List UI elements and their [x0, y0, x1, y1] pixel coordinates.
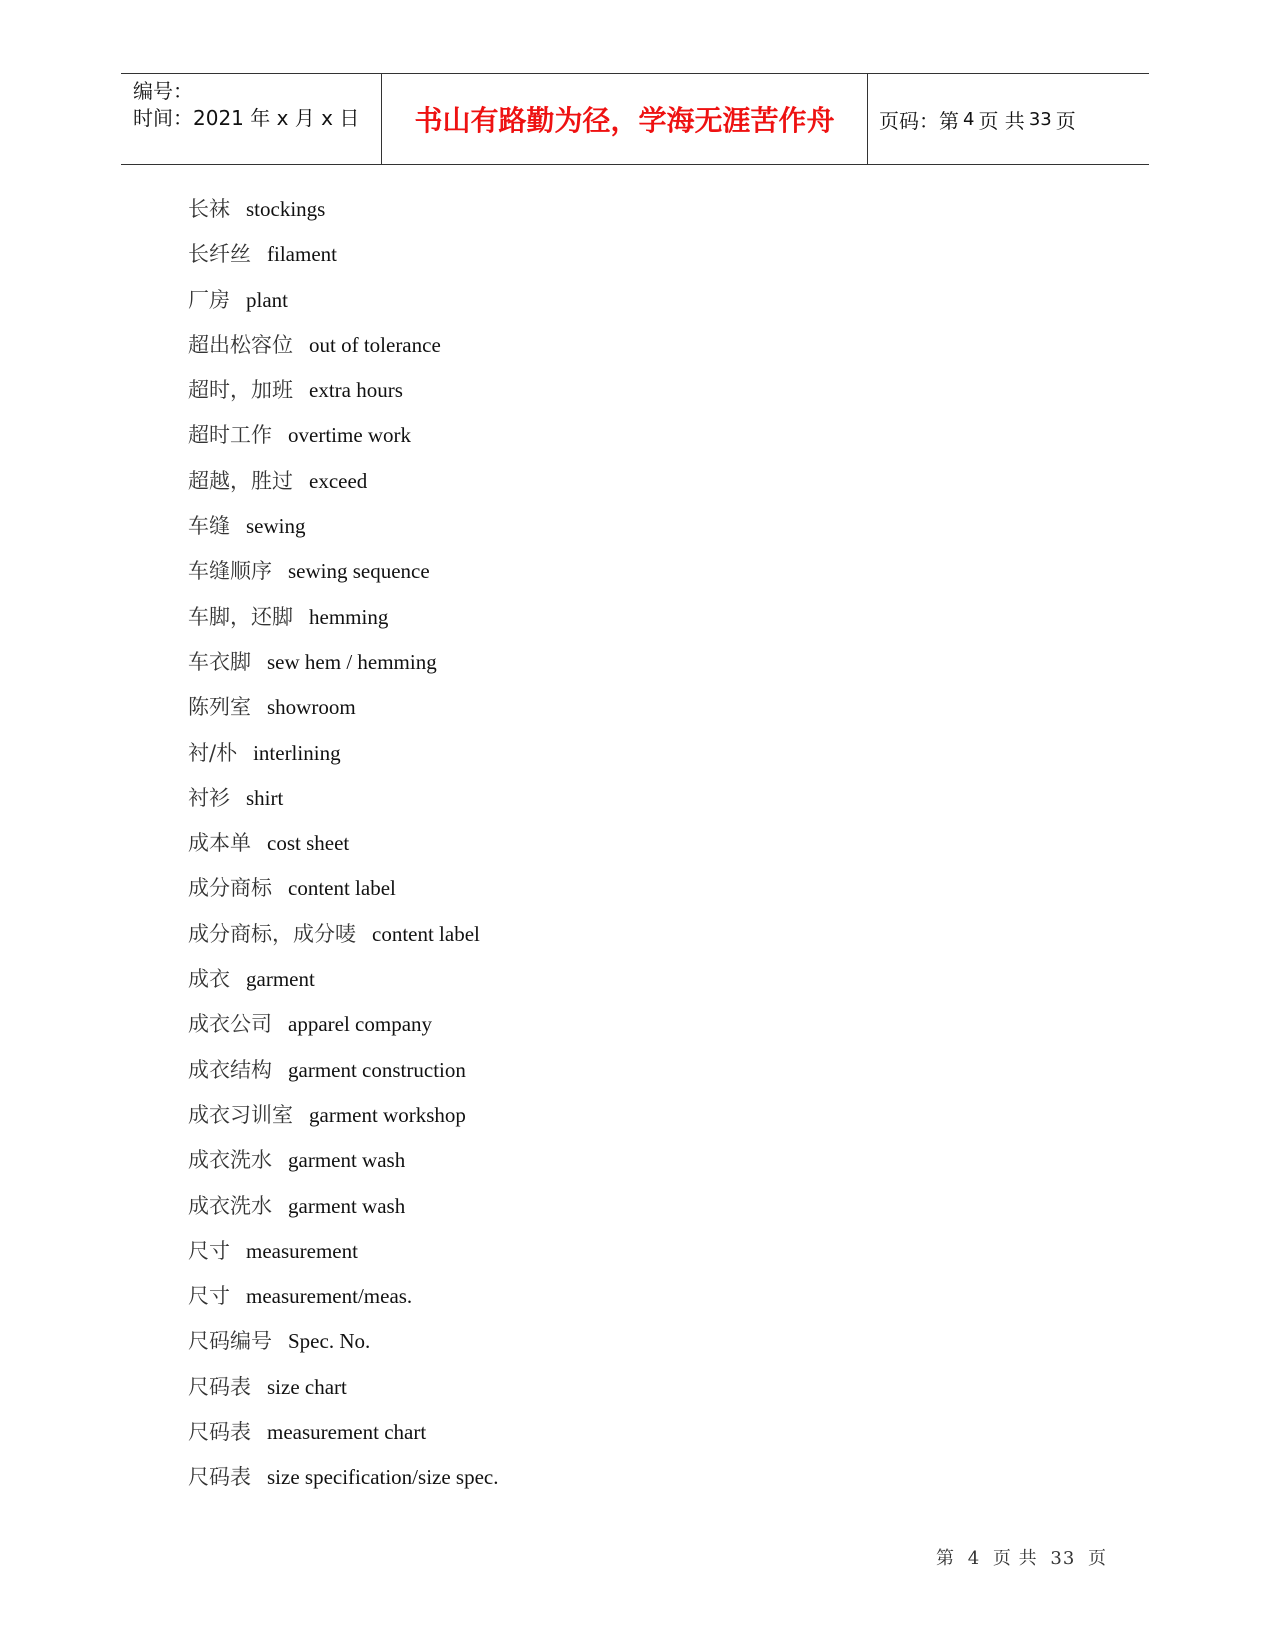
page-mid: 页 共	[978, 108, 1025, 133]
entry-english-term: garment construction	[288, 1057, 466, 1082]
glossary-entry	[188, 415, 498, 460]
entry-english-term: interlining	[253, 740, 341, 765]
entry-chinese-term: 成本单	[188, 831, 251, 856]
entry-english-term: exceed	[309, 468, 368, 493]
entry-chinese-term: 超越，胜过	[188, 468, 293, 493]
entry-english-term: content label	[288, 876, 396, 901]
glossary-entry	[188, 234, 498, 279]
glossary-entry	[188, 189, 498, 234]
glossary-entry	[188, 551, 498, 596]
entry-chinese-term: 超出松容位	[188, 332, 293, 357]
glossary-entry	[188, 823, 498, 868]
entry-english-term: filament	[267, 242, 337, 267]
entry-english-term: hemming	[309, 604, 389, 629]
entry-english-term: apparel company	[288, 1012, 433, 1037]
entry-chinese-term: 长纤丝	[188, 242, 251, 267]
glossary-entry	[188, 1004, 498, 1049]
glossary-entry	[188, 1276, 498, 1321]
entry-english-term: shirt	[246, 785, 284, 810]
glossary-entry	[188, 959, 498, 1004]
entry-chinese-term: 衬衫	[188, 785, 230, 810]
glossary-entry	[188, 914, 498, 959]
glossary-entry	[188, 1412, 498, 1457]
entry-chinese-term: 尺码表	[188, 1374, 251, 1399]
entry-chinese-term: 成衣习训室	[188, 1102, 293, 1127]
page-header	[121, 73, 1149, 165]
page-total: 33	[1028, 108, 1052, 130]
entry-english-term: overtime work	[288, 423, 412, 448]
glossary-entry	[188, 1457, 498, 1502]
glossary-entry	[188, 1095, 498, 1140]
entry-chinese-term: 成衣公司	[188, 1012, 272, 1037]
entry-chinese-term: 成衣洗水	[188, 1193, 272, 1218]
entry-english-term: measurement chart	[267, 1420, 427, 1445]
glossary-entry	[188, 280, 498, 325]
glossary-entry	[188, 642, 498, 687]
entry-chinese-term: 车衣脚	[188, 649, 251, 674]
page-suffix: 页	[1055, 108, 1076, 133]
entry-english-term: stockings	[246, 197, 326, 221]
entry-chinese-term: 车脚，还脚	[188, 604, 293, 629]
entry-chinese-term: 衬/朴	[188, 740, 238, 765]
entry-english-term: plant	[246, 287, 288, 312]
entry-chinese-term: 成衣结构	[188, 1057, 272, 1082]
footer-total: 33	[1050, 1548, 1076, 1569]
header-motto-cell	[381, 74, 868, 164]
footer-mid: 页 共	[992, 1548, 1038, 1569]
entry-chinese-term: 超时，加班	[188, 378, 293, 403]
entry-english-term: size specification/size spec.	[267, 1465, 499, 1490]
page-footer	[933, 1544, 1110, 1570]
doc-number-label: 编号：	[133, 79, 193, 103]
glossary-entry	[188, 506, 498, 551]
entry-english-term: garment wash	[288, 1193, 406, 1218]
glossary-entry	[188, 1231, 498, 1276]
glossary-entry	[188, 1186, 498, 1231]
footer-prefix: 第	[936, 1548, 955, 1569]
entry-english-term: garment wash	[288, 1148, 406, 1173]
motto: 书山有路勤为径，学海无涯苦作舟	[414, 104, 835, 137]
entry-english-term: measurement/meas.	[246, 1284, 413, 1309]
entry-chinese-term: 尺码表	[188, 1420, 251, 1445]
entry-english-term: extra hours	[309, 378, 403, 403]
entry-chinese-term: 成分商标，成分唛	[188, 921, 356, 946]
entry-chinese-term: 超时工作	[188, 423, 272, 448]
entry-chinese-term: 成衣	[188, 967, 230, 992]
entry-chinese-term: 成衣洗水	[188, 1148, 272, 1173]
entry-english-term: sewing sequence	[288, 559, 430, 584]
header-info	[133, 78, 359, 132]
entry-english-term: sew hem / hemming	[267, 649, 437, 674]
glossary-entry	[188, 1321, 498, 1366]
page-prefix: 页码：第	[879, 108, 959, 133]
glossary-entry	[188, 1140, 498, 1185]
glossary-entry	[188, 687, 498, 732]
entry-chinese-term: 尺码编号	[188, 1329, 272, 1354]
entry-english-term: content label	[372, 921, 480, 946]
glossary-list	[188, 189, 498, 1503]
entry-english-term: Spec. No.	[288, 1329, 371, 1354]
glossary-entry	[188, 325, 498, 370]
entry-chinese-term: 陈列室	[188, 695, 251, 720]
glossary-entry	[188, 733, 498, 778]
header-page-info	[879, 74, 1076, 164]
entry-chinese-term: 车缝顺序	[188, 559, 272, 584]
entry-english-term: cost sheet	[267, 831, 350, 856]
glossary-entry	[188, 597, 498, 642]
entry-chinese-term: 成分商标	[188, 876, 272, 901]
entry-english-term: garment	[246, 967, 315, 992]
page-current: 4	[963, 108, 975, 130]
glossary-entry	[188, 1367, 498, 1412]
entry-english-term: garment workshop	[309, 1102, 466, 1127]
entry-chinese-term: 尺寸	[188, 1284, 230, 1309]
entry-english-term: out of tolerance	[309, 332, 441, 357]
entry-english-term: measurement	[246, 1238, 358, 1263]
entry-chinese-term: 厂房	[188, 287, 230, 312]
entry-chinese-term: 车缝	[188, 514, 230, 539]
entry-chinese-term: 尺码表	[188, 1465, 251, 1490]
glossary-entry	[188, 778, 498, 823]
glossary-entry	[188, 370, 498, 415]
footer-suffix: 页	[1088, 1548, 1108, 1569]
entry-english-term: size chart	[267, 1374, 347, 1399]
time-label: 时间：2021 年 x 月 x 日	[133, 106, 360, 130]
entry-english-term: sewing	[246, 514, 306, 539]
entry-chinese-term: 尺寸	[188, 1238, 230, 1263]
entry-chinese-term: 长袜	[188, 197, 230, 221]
footer-current: 4	[967, 1548, 981, 1569]
entry-english-term: showroom	[267, 695, 356, 720]
glossary-entry	[188, 1050, 498, 1095]
glossary-entry	[188, 868, 498, 913]
glossary-entry	[188, 461, 498, 506]
